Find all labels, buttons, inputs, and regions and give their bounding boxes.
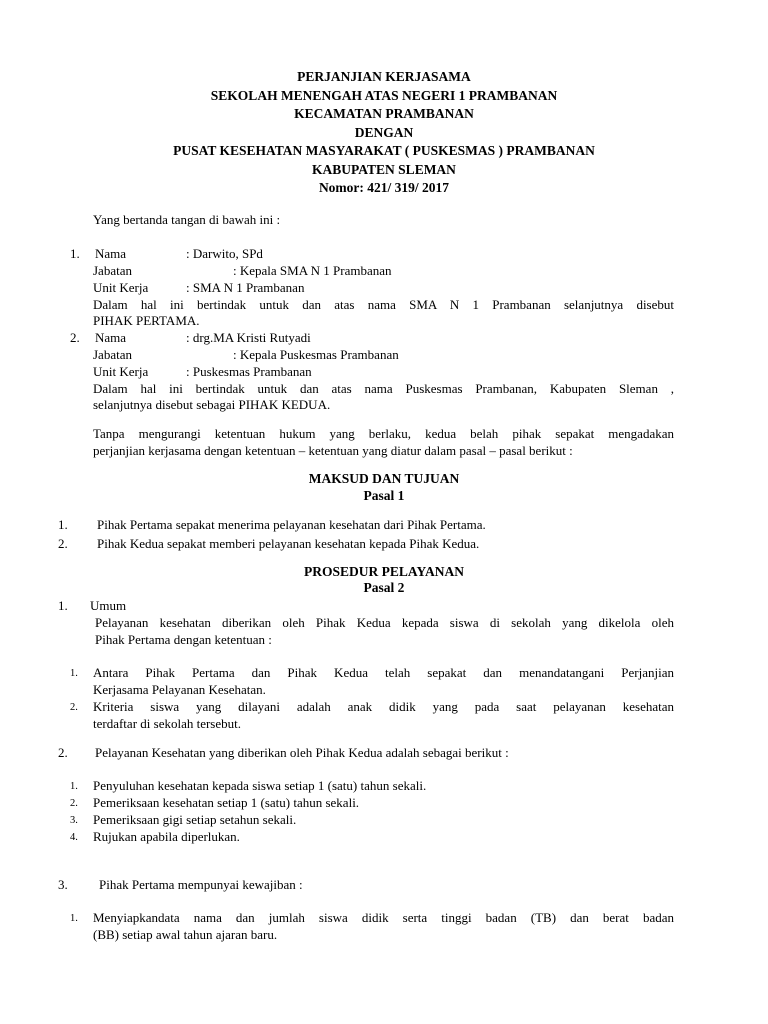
section2-sub1-item1-number: 1. xyxy=(70,668,78,679)
section2-sub1-item2-number: 2. xyxy=(70,702,78,713)
section2-sub2-item1-text: Penyuluhan kesehatan kepada siswa setiap 1 (satu) tahun sekali. xyxy=(93,778,427,793)
party2-description-line2: selanjutnya disebut sebagai PIHAK KEDUA. xyxy=(93,397,331,412)
party2-unit-label: Unit Kerja xyxy=(93,364,149,379)
section2-sub2-item1-number: 1. xyxy=(70,781,78,792)
party1-name-label: Nama xyxy=(95,246,127,261)
header-school: SEKOLAH MENENGAH ATAS NEGERI 1 PRAMBANAN xyxy=(210,87,558,103)
party2-unit-value: : Puskesmas Prambanan xyxy=(186,364,312,379)
section2-sub2-item2-text: Pemeriksaan kesehatan setiap 1 (satu) tahun sekali. xyxy=(93,795,360,810)
intro-text: Yang bertanda tangan di bawah ini : xyxy=(93,212,281,227)
section2-sub3-item1-line2: (BB) setiap awal tahun ajaran baru. xyxy=(93,927,278,942)
section1-item2-text: Pihak Kedua sepakat memberi pelayanan kesehatan kepada Pihak Kedua. xyxy=(97,536,480,551)
preamble-line1: Tanpa mengurangi ketentuan hukum yang berlaku, kedua belah pihak sepakat mengadakan xyxy=(93,426,674,441)
party1-description-line2: PIHAK PERTAMA. xyxy=(93,313,200,328)
party1-name-value: : Darwito, SPd xyxy=(186,246,263,261)
section2-sub1-item2-line2: terdaftar di sekolah tersebut. xyxy=(93,716,241,731)
section2-item3-number: 3. xyxy=(58,877,68,892)
section2-pasal: Pasal 2 xyxy=(363,580,405,595)
section2-sub2-item3-number: 3. xyxy=(70,815,78,826)
party2-description-line1: Dalam hal ini bertindak untuk dan atas nama Puskesmas Prambanan, Kabupaten Sleman , xyxy=(93,381,674,396)
party2-name-value: : drg.MA Kristi Rutyadi xyxy=(186,330,311,345)
party2-position-label: Jabatan xyxy=(93,347,132,362)
section2-item3-text: Pihak Pertama mempunyai kewajiban : xyxy=(99,877,303,892)
section2-item1-line1: Pelayanan kesehatan diberikan oleh Pihak Kedua kepada siswa di sekolah yang dikelola oleh xyxy=(95,615,674,630)
section2-item2-text: Pelayanan Kesehatan yang diberikan oleh Pihak Kedua adalah sebagai berikut : xyxy=(95,745,509,760)
section2-sub1-item1-line2: Kerjasama Pelayanan Kesehatan. xyxy=(93,682,266,697)
header-district: KECAMATAN PRAMBANAN xyxy=(294,106,474,121)
party1-unit-label: Unit Kerja xyxy=(93,280,149,295)
section2-sub1-item1-line1: Antara Pihak Pertama dan Pihak Kedua telah sepakat dan menandatangani Perjanjian xyxy=(93,665,674,680)
preamble-line2: perjanjian kerjasama dengan ketentuan – ketentuan yang diatur dalam pasal – pasal berikut : xyxy=(93,443,573,458)
section2-item1-title: Umum xyxy=(90,598,127,613)
section2-sub2-item3-text: Pemeriksaan gigi setiap setahun sekali. xyxy=(93,812,297,827)
party1-unit-value: : SMA N 1 Prambanan xyxy=(186,280,305,295)
section2-item1-number: 1. xyxy=(58,598,68,613)
header-with: DENGAN xyxy=(354,124,414,140)
header-title: PERJANJIAN KERJASAMA xyxy=(297,69,471,84)
party1-position-value: : Kepala SMA N 1 Prambanan xyxy=(233,263,392,278)
document-header xyxy=(0,68,768,198)
section1-item2-number: 2. xyxy=(58,536,68,551)
section2-title: PROSEDUR PELAYANAN xyxy=(304,564,464,579)
section2-sub2-item4-number: 4. xyxy=(70,832,78,843)
section2-sub3-item1-line1: Menyiapkandata nama dan jumlah siswa didik serta tinggi badan (TB) dan berat badan xyxy=(93,910,674,925)
section2-sub2-item2-number: 2. xyxy=(70,798,78,809)
section2-item1-line2: Pihak Pertama dengan ketentuan : xyxy=(95,632,272,647)
section2-item2-number: 2. xyxy=(58,745,68,760)
section2-sub1-item2-line1: Kriteria siswa yang dilayani adalah anak didik yang pada saat pelayanan kesehatan xyxy=(93,699,674,714)
party2-number: 2. xyxy=(70,330,80,345)
section1-item1-number: 1. xyxy=(58,517,68,532)
party1-description-line1: Dalam hal ini bertindak untuk dan atas nama SMA N 1 Prambanan selanjutnya disebut xyxy=(93,297,674,312)
header-regency: KABUPATEN SLEMAN xyxy=(312,161,456,177)
party2-name-label: Nama xyxy=(95,330,127,345)
section2-sub2-item4-text: Rujukan apabila diperlukan. xyxy=(93,829,240,844)
header-puskesmas: PUSAT KESEHATAN MASYARAKAT ( PUSKESMAS ) PRAMBANAN xyxy=(173,143,595,158)
section1-pasal: Pasal 1 xyxy=(363,488,405,503)
section1-item1-text: Pihak Pertama sepakat menerima pelayanan kesehatan dari Pihak Pertama. xyxy=(97,517,486,532)
party1-number: 1. xyxy=(70,246,80,261)
section2-sub3-item1-number: 1. xyxy=(70,913,78,924)
header-number: Nomor: 421/ 319/ 2017 xyxy=(318,180,450,195)
party1-position-label: Jabatan xyxy=(93,263,132,278)
party2-position-value: : Kepala Puskesmas Prambanan xyxy=(233,347,399,362)
section1-title: MAKSUD DAN TUJUAN xyxy=(308,471,460,486)
